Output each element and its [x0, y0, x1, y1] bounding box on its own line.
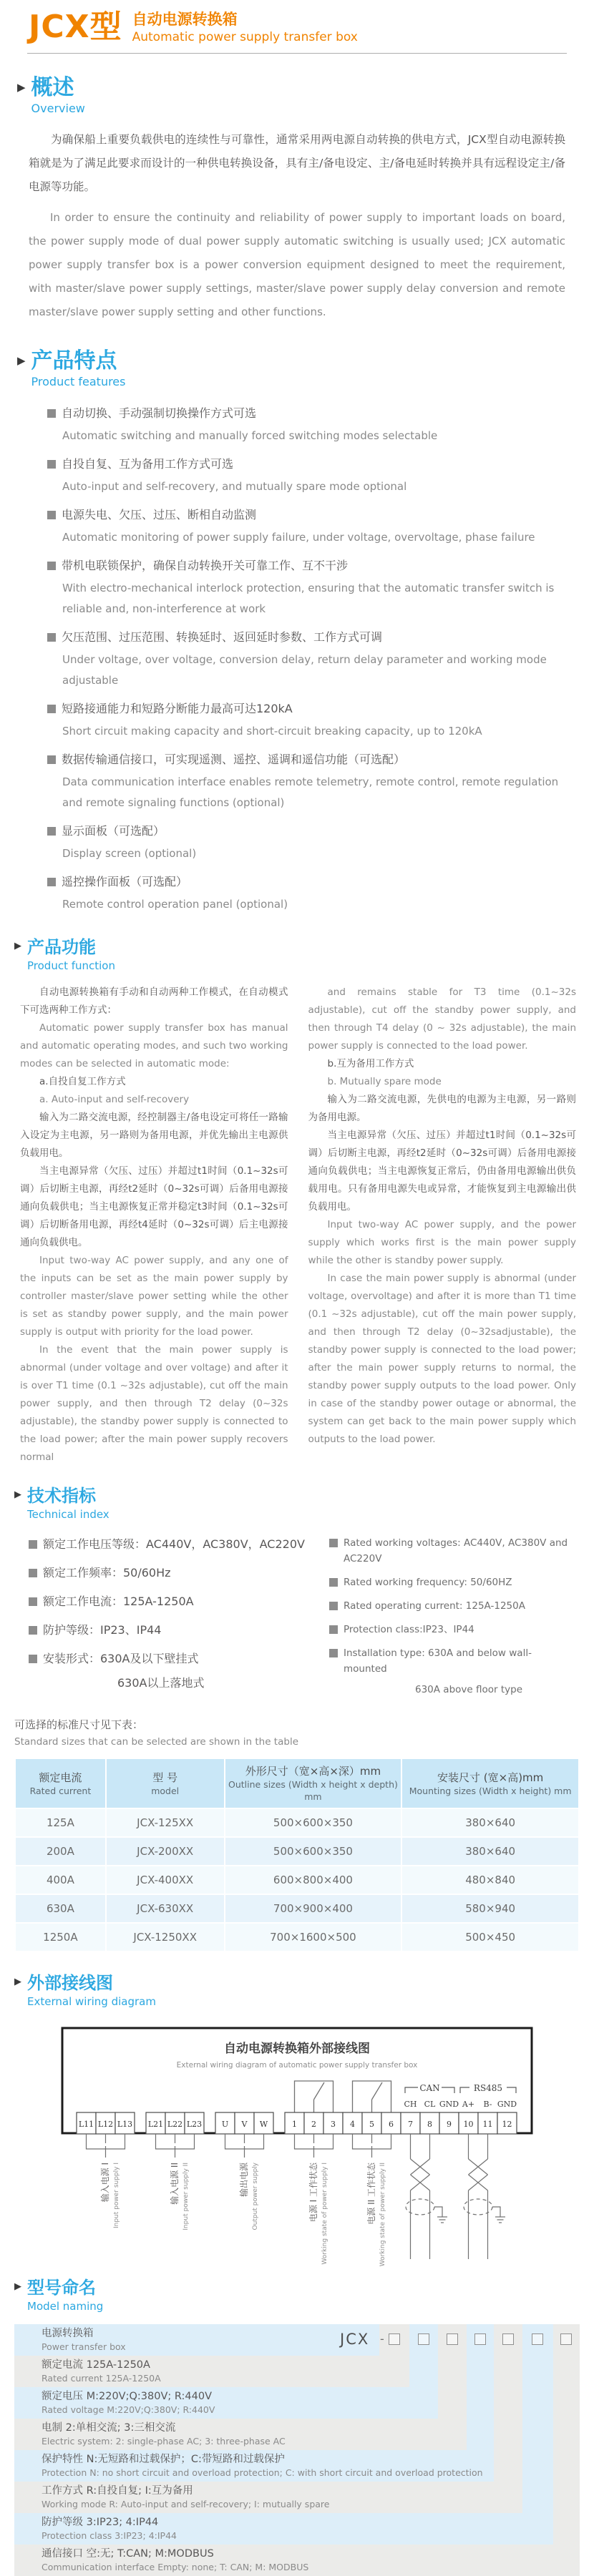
twisted-pair-cable — [406, 2134, 447, 2259]
section-marker-icon: ▶ — [17, 81, 26, 94]
bullet-square-icon — [29, 1597, 37, 1606]
feature-cn: 欠压范围、过压范围、转换延时、返回延时参数、工作方式可调 — [62, 630, 383, 644]
terminal-label: 5 — [369, 2120, 374, 2129]
terminal-label: V — [241, 2120, 248, 2129]
page-header — [0, 0, 594, 47]
diagram-title-en: External wiring diagram of automatic power supply transfer box — [176, 2061, 418, 2070]
feature-en: Under voltage, over voltage, conversion delay, return delay parameter and working mode adjustable — [62, 653, 547, 687]
column-header: 外形尺寸（宽×高×深）mm Outline sizes (Width x height x depth) mm — [225, 1759, 401, 1808]
pin-label: CH — [404, 2100, 417, 2109]
function-paragraph: 输入为二路交流电源，经控制器主/备电设定可将任一路输入设定为主电源，另一路则为备用电源，并优先输出主电源供负载用电。 — [20, 1112, 288, 1159]
wiring-diagram-svg — [61, 2027, 533, 2267]
group-label-cn: 输入电源 II — [170, 2163, 180, 2205]
function-paragraph: In case the main power supply is abnormal (under voltage, overvoltage) and after it is more than T1 time (0.1 ~32s adjustable), cut off the main power supply, and then through T2 delay (0~32sadjustable), the standby power supply is connected to the load power; after the main power supply returns to normal, the standby power supply outputs to the load power. Only in case of the standby power outage or abnormal, the system can get back to the main power supply which outputs to the load power. — [308, 1273, 576, 1445]
bullet-square-icon — [47, 511, 56, 519]
feature-en: Display screen (optional) — [62, 847, 197, 860]
tech-item-text: Rated operating current: 125A-1250A — [344, 1600, 525, 1612]
pin-label: A+ — [462, 2100, 475, 2109]
terminal-label: 7 — [408, 2120, 413, 2129]
terminal-label: L21 — [147, 2120, 164, 2129]
feature-item — [47, 504, 565, 548]
table-row — [16, 1809, 578, 1836]
cell: JCX-200XX — [107, 1838, 224, 1865]
feature-en: Auto-input and self-recovery, and mutually spare mode optional — [62, 480, 407, 493]
cell: JCX-1250XX — [107, 1924, 224, 1951]
cell: 380×640 — [402, 1838, 578, 1865]
feature-cn: 短路接通能力和短路分断能力最高可达120kA — [62, 702, 293, 715]
function-paragraph: b.互为备用工作方式 — [327, 1058, 414, 1069]
feature-item — [47, 454, 565, 497]
pin-label: GND — [439, 2100, 459, 2109]
pin-label: B- — [483, 2100, 492, 2109]
overview-paragraph-cn: 为确保船上重要负载供电的连续性与可靠性，通常采用两电源自动转换的供电方式，JCX型自动电源转换箱就是为了满足此要求而设计的一种供电转换设备，具有主/备电设定、主/备电延时转换并具有远程设定主/备电源等功能。 — [29, 133, 565, 193]
sizes-header-row — [16, 1759, 578, 1808]
terminal-label: 11 — [482, 2120, 493, 2129]
overview-title-en: Overview — [31, 102, 85, 115]
code-placeholder-box — [474, 2333, 486, 2345]
terminal-label: 3 — [331, 2120, 336, 2129]
table-row — [16, 1924, 578, 1951]
model-prefix: JCX — [340, 2331, 370, 2348]
group-label-en: Working state of power supply II — [379, 2163, 386, 2267]
section-marker-icon: ▶ — [14, 2281, 21, 2292]
naming-row: 额定电压 M:220V;Q:380V; R:440V Rated voltage M:220V;Q:380V; R:440V — [42, 2391, 215, 2415]
wiring-title-en: External wiring diagram — [27, 1995, 156, 2008]
bullet-square-icon — [29, 1655, 37, 1663]
feature-cn: 数据传输通信接口，可实现遥测、遥控、遥调和遥信功能（可选配） — [62, 753, 406, 766]
naming-row: 工作方式 R:自投自复; I:互为备用 Working mode R: Auto-input and self-recovery; I: mutually spare — [42, 2485, 330, 2509]
tech-columns — [29, 1535, 573, 1698]
bullet-square-icon — [29, 1569, 37, 1577]
bullet-square-icon — [329, 1649, 338, 1657]
cell: JCX-125XX — [107, 1809, 224, 1836]
feature-cn: 自投自复、互为备用工作方式可选 — [62, 457, 234, 471]
group-label-en: Input power supply II — [182, 2163, 190, 2230]
tech-item-text: 额定工作电流：125A-1250A — [43, 1595, 194, 1608]
function-columns — [20, 984, 576, 1466]
function-paragraph: 自动电源转换箱有手动和自动两种工作模式，在自动模式下可选两种工作方式： — [20, 986, 288, 1016]
tech-item-text: 安装形式：630A及以下壁挂式 — [43, 1652, 199, 1665]
feature-item — [47, 871, 565, 915]
feature-en: With electro-mechanical interlock protection, ensuring that the automatic transfer switch is reliable and, non-interference at work — [62, 582, 555, 615]
feature-en: Automatic monitoring of power supply failure, under voltage, overvoltage, phase failure — [62, 531, 535, 544]
terminal-label: U — [221, 2120, 229, 2129]
function-paragraph: Input two-way AC power supply, and any one of the inputs can be set as the main power supply by controller master/slave power setting while the other is set as standby power supply, and the main power supply is output with priority for the load power. — [20, 1255, 288, 1338]
terminal-label: L13 — [117, 2120, 133, 2129]
section-function-heading — [14, 936, 594, 974]
code-placeholder-box — [389, 2333, 400, 2345]
naming-row: 通信接口 空:无; T:CAN; M:MODBUS Communication interface Empty: none; T: CAN; M: MODBUS — [42, 2548, 309, 2572]
twisted-pair-cable — [464, 2134, 505, 2259]
bullet-square-icon — [29, 1540, 37, 1549]
cell: 630A — [16, 1895, 105, 1922]
tech-title-cn: 技术指标 — [27, 1486, 96, 1506]
group-label-en: Input power supply I — [113, 2163, 120, 2229]
function-paragraph: 当主电源异常（欠压、过压）并超过t1时间（0.1~32s可调）后切断主电源，再经t2延时（0~32s可调）后备用电源接通向负载供电；当主电源恢复正常后，仍由备用电源输出供负载用电。只有备用电源失电或异常，才能恢复到主电源输出供负载用电。 — [308, 1130, 576, 1213]
sizes-table — [14, 1758, 580, 1952]
product-model-title: JCX型 — [29, 9, 122, 45]
wiring-title-cn: 外部接线图 — [27, 1973, 113, 1993]
overview-paragraph-en: In order to ensure the continuity and reliability of power supply to important loads on board, the power supply mode of dual power supply automatic switching is usually used; JCX automatic power supply transfer box is a power conversion equipment designed to meet the requirement, with master/slave power supply settings, master/slave power supply delay conversion and remote master/slave power supply setting and other functions. — [29, 211, 565, 318]
bullet-square-icon — [29, 1626, 37, 1635]
cell: 500×600×350 — [225, 1809, 401, 1836]
feature-cn: 遥控操作面板（可选配） — [62, 875, 188, 888]
tech-item-text: 防护等级：IP23、IP44 — [43, 1623, 162, 1637]
terminal-label: 8 — [427, 2120, 432, 2129]
code-placeholder-box — [560, 2333, 572, 2345]
bullet-square-icon — [47, 705, 56, 713]
section-tech-heading — [14, 1485, 594, 1522]
code-placeholder-box — [502, 2333, 514, 2345]
tech-item-text: 额定工作电压等级：AC440V，AC380V，AC220V — [43, 1537, 305, 1551]
sizes-note-en: Standard sizes that can be selected are shown in the table — [14, 1736, 298, 1748]
cell: 200A — [16, 1838, 105, 1865]
terminal-label: 4 — [350, 2120, 355, 2129]
feature-item — [47, 555, 565, 619]
function-title-cn: 产品功能 — [27, 937, 96, 957]
header-divider — [27, 53, 567, 54]
overview-title-cn: 概述 — [31, 75, 74, 100]
naming-row: 防护等级 3:IP23; 4:IP44 Protection class 3:IP23; 4:IP44 — [42, 2517, 177, 2541]
feature-item — [47, 698, 565, 742]
bullet-square-icon — [47, 562, 56, 570]
section-marker-icon: ▶ — [17, 354, 26, 367]
function-right-column — [308, 984, 577, 1466]
sizes-note-cn: 可选择的标准尺寸见下表： — [14, 1718, 144, 1731]
bullet-square-icon — [329, 1625, 338, 1634]
section-features-heading — [17, 348, 594, 390]
tech-item-text: Protection class:IP23、IP44 — [344, 1624, 474, 1635]
terminal-label: L23 — [186, 2120, 203, 2129]
terminal-label: 9 — [447, 2120, 452, 2129]
cell: 480×840 — [402, 1866, 578, 1894]
section-overview-heading — [17, 75, 594, 117]
model-naming-chart — [14, 2324, 580, 2576]
cell: JCX-630XX — [107, 1895, 224, 1922]
function-paragraph: a.自投自复工作方式 — [39, 1076, 126, 1087]
terminal-label: 1 — [292, 2120, 297, 2129]
model-dash: - — [380, 2332, 384, 2346]
feature-en: Data communication interface enables remote telemetry, remote control, remote regulation and remote signaling functions (optional) — [62, 775, 559, 809]
terminal-label: L11 — [78, 2120, 94, 2129]
bullet-square-icon — [47, 878, 56, 886]
section-naming-heading — [14, 2277, 594, 2314]
cell: 400A — [16, 1866, 105, 1894]
naming-row: 额定电流 125A-1250A Rated current 125A-1250A — [42, 2359, 161, 2384]
bullet-square-icon — [47, 827, 56, 836]
terminal-label: 12 — [502, 2120, 512, 2129]
cell: 600×800×400 — [225, 1866, 401, 1894]
terminal-label: L22 — [167, 2120, 183, 2129]
tech-right-column — [329, 1535, 573, 1698]
cell: JCX-400XX — [107, 1866, 224, 1894]
naming-row: 保护特性 N:无短路和过载保护；C:带短路和过载保护 Protection N: no short circuit and overload protection; C: with short circuit and overload protection — [42, 2454, 483, 2478]
group-label-en: Output power supply — [252, 2163, 259, 2230]
code-placeholder-box — [447, 2333, 458, 2345]
terminal-label: 2 — [311, 2120, 316, 2129]
terminal-label: 10 — [463, 2120, 474, 2129]
section-marker-icon: ▶ — [14, 941, 21, 951]
product-title-cn: 自动电源转换箱 — [132, 11, 238, 28]
table-row — [16, 1866, 578, 1894]
section-marker-icon: ▶ — [14, 1977, 21, 1987]
function-paragraph: b. Mutually spare mode — [327, 1076, 442, 1087]
column-header: 额定电流 Rated current — [16, 1759, 105, 1808]
group-brackets — [87, 2143, 391, 2158]
feature-cn: 带机电联锁保护，确保自动转换开关可靠工作、互不干涉 — [62, 559, 349, 572]
tech-item-text: Installation type: 630A and below wall-mounted — [344, 1647, 532, 1675]
cell: 700×900×400 — [225, 1895, 401, 1922]
terminal-label: 6 — [389, 2120, 394, 2129]
feature-item — [47, 821, 565, 864]
group-label-cn: 电源 I 工作状态 — [308, 2163, 318, 2223]
pin-label: GND — [497, 2100, 517, 2109]
tech-left-column — [29, 1535, 329, 1698]
function-paragraph: 当主电源异常（欠压、过压）并超过t1时间（0.1~32s可调）后切断主电源，再经t2延时（0~32s可调）后备用电源接通向负载供电；当主电源恢复正常并稳定t3时间（0.1~32s可调）后切断备用电源，再经t4延时（0~32s可调）后主电源接通向负载供电。 — [20, 1165, 288, 1248]
tech-item-text: 额定工作频率：50/60Hz — [43, 1566, 171, 1580]
tech-item-text: Rated working voltages: AC440V, AC380V and AC220V — [344, 1537, 568, 1564]
terminal-label: L12 — [97, 2120, 114, 2129]
function-paragraph: Automatic power supply transfer box has manual and automatic operating modes, and such two working modes can be selected in automatic mode: — [20, 1022, 288, 1069]
cell: 580×940 — [402, 1895, 578, 1922]
column-header: 安装尺寸 (宽×高)mm Mounting sizes (Width x height) mm — [402, 1759, 578, 1808]
naming-row: 电制 2:单相交流; 3:三相交流 Electric system: 2: single-phase AC; 3: three-phase AC — [42, 2422, 286, 2447]
group-label-cn: 输入电源 I — [100, 2163, 110, 2203]
cell: 380×640 — [402, 1809, 578, 1836]
feature-en: Short circuit making capacity and short-circuit breaking capacity, up to 120kA — [62, 725, 482, 738]
function-paragraph: Input two-way AC power supply, and the power supply which works first is the main power supply while the other is standby power supply. — [308, 1219, 576, 1266]
cell: 700×1600×500 — [225, 1924, 401, 1951]
product-title-en: Automatic power supply transfer box — [132, 30, 358, 44]
function-paragraph: a. Auto-input and self-recovery — [39, 1094, 190, 1105]
diagram-title-cn: 自动电源转换箱外部接线图 — [224, 2042, 370, 2056]
code-placeholder-box — [418, 2333, 429, 2345]
rs485-bus-label: RS485 — [473, 2083, 503, 2093]
tech-item-text: Rated working frequency: 50/60HZ — [344, 1577, 512, 1588]
feature-item — [47, 403, 565, 446]
tech-item-extra: 630A above floor type — [415, 1684, 523, 1695]
function-paragraph: 输入为二路交流电源，先供电的电源为主电源，另一路则为备用电源。 — [308, 1094, 576, 1123]
bullet-square-icon — [329, 1539, 338, 1547]
function-left-column — [20, 984, 288, 1466]
cell: 500×600×350 — [225, 1838, 401, 1865]
bullet-square-icon — [47, 409, 56, 418]
feature-item — [47, 627, 565, 691]
group-label-en: Working state of power supply I — [321, 2163, 328, 2265]
bullet-square-icon — [47, 460, 56, 469]
group-label-cn: 电源 II 工作状态 — [366, 2163, 376, 2225]
feature-cn: 电源失电、欠压、过压、断相自动监测 — [62, 508, 257, 521]
bullet-square-icon — [329, 1602, 338, 1610]
cell: 1250A — [16, 1924, 105, 1951]
features-title-en: Product features — [31, 375, 126, 388]
tech-item-extra: 630A以上落地式 — [117, 1676, 205, 1690]
code-placeholder-box — [532, 2333, 543, 2345]
wiring-diagram — [61, 2027, 594, 2267]
section-marker-icon: ▶ — [14, 1489, 21, 1500]
can-bus-label: CAN — [419, 2083, 440, 2093]
pin-label: CL — [424, 2100, 436, 2109]
feature-item — [47, 749, 565, 813]
cell: 500×450 — [402, 1924, 578, 1951]
table-row — [16, 1895, 578, 1922]
bullet-square-icon — [329, 1578, 338, 1587]
feature-en: Automatic switching and manually forced switching modes selectable — [62, 429, 438, 442]
terminal-label: W — [259, 2120, 268, 2129]
cell: 125A — [16, 1809, 105, 1836]
terminal-leads — [87, 2134, 391, 2143]
function-paragraph: and remains stable for T3 time (0.1~32s adjustable), cut off the standby power supply, and then through T4 delay (0 ~ 32s adjustable), the main power supply is connected to the load power. — [308, 986, 576, 1052]
feature-cn: 自动切换、手动强制切换操作方式可选 — [62, 406, 257, 420]
naming-title-cn: 型号命名 — [27, 2278, 96, 2298]
function-title-en: Product function — [27, 959, 115, 972]
bullet-square-icon — [47, 755, 56, 764]
bullet-square-icon — [47, 633, 56, 642]
naming-title-en: Model naming — [27, 2300, 104, 2313]
function-paragraph: In the event that the main power supply is abnormal (under voltage and over voltage) and after it is over T1 time (0.1 ~32s adjustable), cut off the main power supply, and then through T2 delay (0~32s adjustable), the standby power supply is connected to the load power; after the main power supply recovers normal — [20, 1344, 288, 1463]
naming-row: 电源转换箱 Power transfer box — [42, 2328, 126, 2352]
table-row — [16, 1838, 578, 1865]
column-header: 型 号 model — [107, 1759, 224, 1808]
group-label-cn: 输出电源 — [239, 2163, 249, 2198]
feature-en: Remote control operation panel (optional) — [62, 898, 288, 911]
tech-title-en: Technical index — [27, 1508, 109, 1521]
features-title-cn: 产品特点 — [31, 348, 117, 373]
section-wiring-heading — [14, 1972, 594, 2009]
features-list — [47, 403, 565, 915]
feature-cn: 显示面板（可选配） — [62, 824, 165, 838]
